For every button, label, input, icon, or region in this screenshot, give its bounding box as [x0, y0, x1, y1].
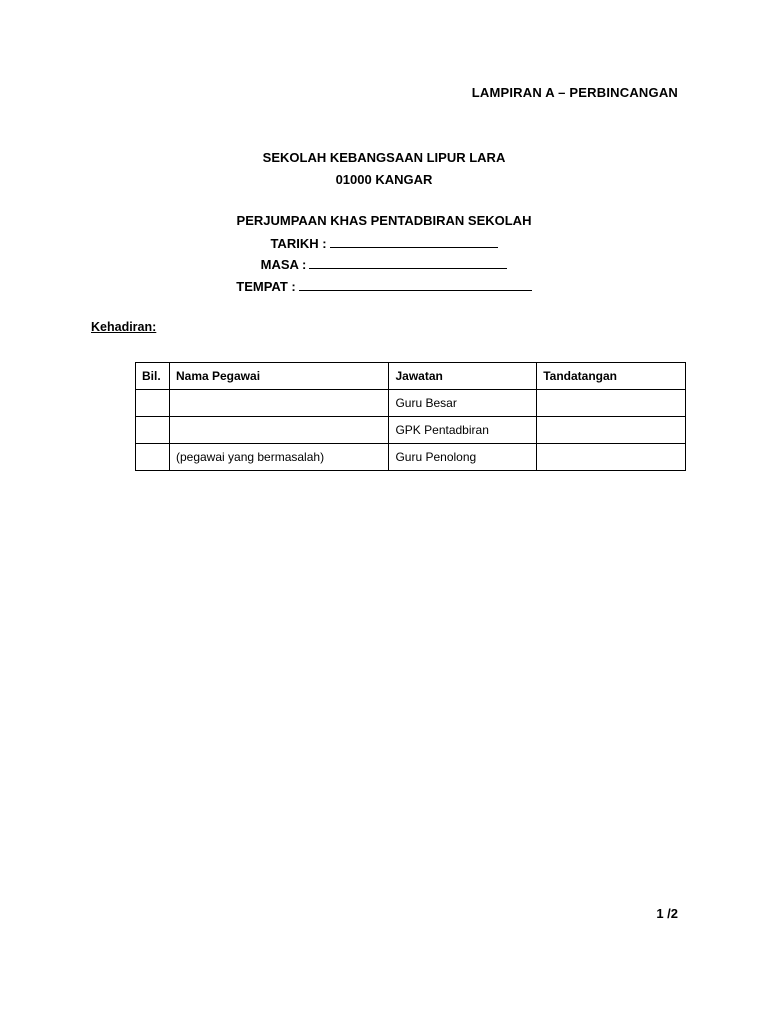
- appendix-label: LAMPIRAN A – PERBINCANGAN: [471, 85, 678, 100]
- cell-tandatangan: [537, 444, 686, 471]
- attendance-heading: Kehadiran:: [91, 320, 157, 334]
- time-line: [0, 256, 768, 272]
- venue-label: TEMPAT :: [236, 279, 296, 294]
- cell-nama: [169, 390, 388, 417]
- column-header-nama: Nama Pegawai: [169, 363, 388, 390]
- school-name: SEKOLAH KEBANGSAAN LIPUR LARA: [262, 150, 506, 165]
- time-label: MASA :: [260, 257, 307, 272]
- venue-line: [0, 278, 768, 294]
- cell-bil: [136, 417, 170, 444]
- date-blank: [330, 235, 498, 248]
- cell-jawatan: Guru Besar: [389, 390, 537, 417]
- table-row: [136, 417, 686, 444]
- attendance-table: [135, 362, 686, 471]
- column-header-tandatangan: Tandatangan: [537, 363, 686, 390]
- table-row: [136, 390, 686, 417]
- cell-tandatangan: [537, 417, 686, 444]
- cell-bil: [136, 444, 170, 471]
- cell-nama: [169, 417, 388, 444]
- cell-nama: (pegawai yang bermasalah): [169, 444, 388, 471]
- column-header-jawatan: Jawatan: [389, 363, 537, 390]
- cell-jawatan: Guru Penolong: [389, 444, 537, 471]
- school-address: 01000 KANGAR: [335, 172, 433, 187]
- cell-bil: [136, 390, 170, 417]
- cell-jawatan: GPK Pentadbiran: [389, 417, 537, 444]
- date-line: [0, 235, 768, 251]
- table-header-row: [136, 363, 686, 390]
- date-label: TARIKH :: [270, 236, 327, 251]
- column-header-bil: Bil.: [136, 363, 170, 390]
- page-number: 1 /2: [656, 906, 678, 921]
- venue-blank: [299, 278, 532, 291]
- meeting-title: PERJUMPAAN KHAS PENTADBIRAN SEKOLAH: [236, 213, 532, 228]
- table-row: [136, 444, 686, 471]
- cell-tandatangan: [537, 390, 686, 417]
- time-blank: [309, 256, 507, 269]
